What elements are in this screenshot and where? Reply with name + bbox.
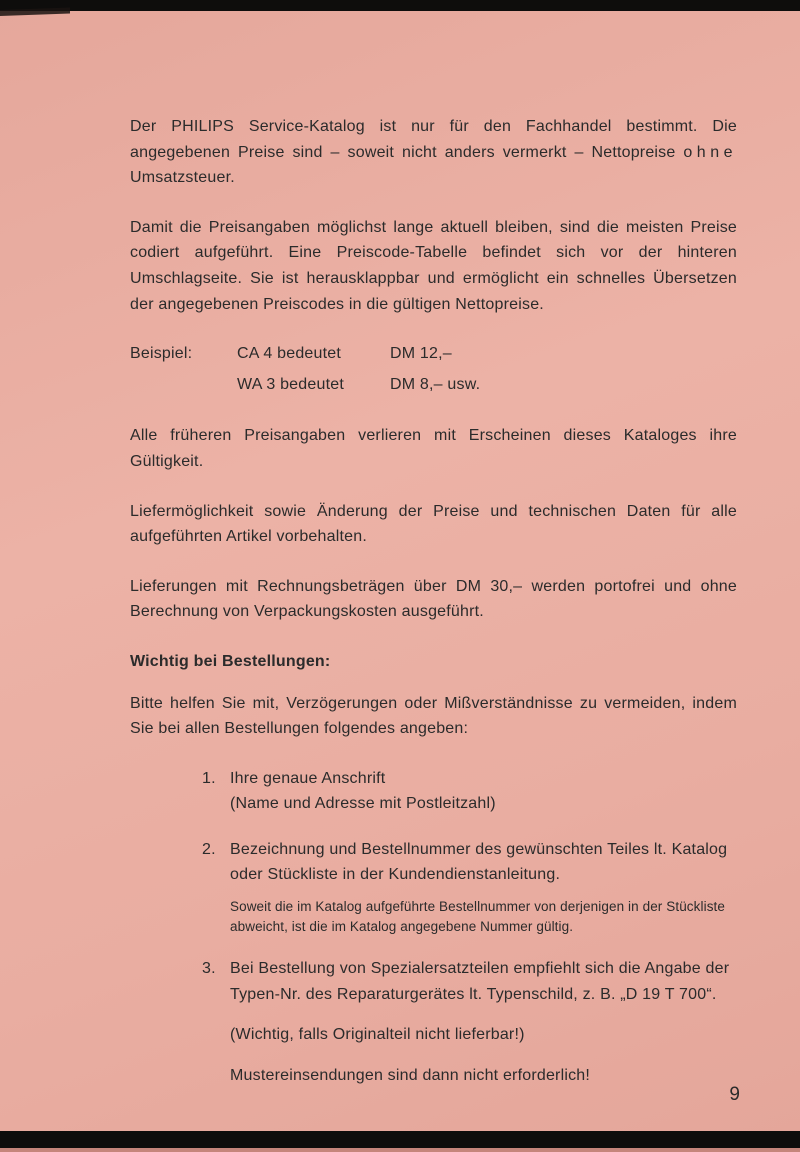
list-item-2-line-1: Bezeichnung und Bestellnummer des gewünschten Teiles lt. Katalog oder Stückliste in der Kundendienstanleitung. [230, 840, 728, 884]
intro-emphasized-word: ohne [683, 143, 737, 161]
scan-corner-smudge [0, 8, 70, 16]
list-item-2-note: Soweit die im Katalog aufgeführte Bestellnummer von derjenigen in der Stückliste abweicht, ist die im Katalog angegebene Nummer gültig. [230, 899, 726, 934]
validity-paragraph: Alle früheren Preisangaben verlieren mit Erscheinen dieses Kataloges ihre Gültigkeit. [130, 427, 737, 470]
list-item-2 [130, 837, 737, 936]
list-item-3-line-1: Bei Bestellung von Spezialersatzteilen empfiehlt sich die Angabe der Typen-Nr. des Reparaturgerätes lt. Typenschild, z. B. „D 19 T 700“. [230, 960, 730, 1003]
intro-paragraph [130, 114, 737, 191]
intro-text-1: Der PHILIPS Service-Katalog ist nur für den Fachhandel bestimmt. Die angegebenen Preise sind – soweit nicht anders vermerkt – Nettopreise [130, 118, 737, 161]
example-price-2: DM 8,– usw. [390, 375, 481, 393]
scan-edge-bottom [0, 1131, 800, 1148]
scan-edge-top [0, 0, 800, 11]
example-label-spacer [130, 372, 237, 398]
list-item-2-body [230, 837, 737, 936]
example-price-1: DM 12,– [390, 345, 452, 363]
list-item-3 [130, 956, 737, 1088]
list-item-1-line-1: Ihre genaue Anschrift [230, 769, 386, 787]
page-content [130, 114, 737, 1109]
scan-edge-bottom-strip [0, 1148, 800, 1152]
shipping-paragraph: Lieferungen mit Rechnungsbeträgen über DM 30,– werden portofrei und ohne Berechnung von Verpackungskosten ausgeführt. [130, 577, 737, 621]
availability-paragraph: Liefermöglichkeit sowie Änderung der Preise und technischen Daten für alle aufgeführten Artikel vorbehalten. [130, 502, 737, 546]
orders-heading: Wichtig bei Bestellungen: [130, 652, 331, 670]
list-item-3-number: 3. [202, 960, 216, 978]
price-example-block [130, 341, 737, 397]
list-item-3-body [230, 956, 737, 1088]
list-item-1 [130, 766, 737, 817]
list-item-2-number: 2. [202, 840, 216, 858]
list-item-1-body [230, 766, 737, 817]
page-number: 9 [729, 1084, 740, 1105]
list-item-3-extra-2: Mustereinsendungen sind dann nicht erforderlich! [230, 1066, 591, 1084]
list-item-1-number: 1. [202, 769, 216, 787]
example-code-2: WA 3 bedeutet [237, 375, 344, 393]
example-code-1: CA 4 bedeutet [237, 345, 342, 363]
list-item-1-line-2: (Name und Adresse mit Postleitzahl) [230, 795, 496, 813]
orders-intro-paragraph: Bitte helfen Sie mit, Verzögerungen oder Mißverständnisse zu vermeiden, indem Sie bei allen Bestellungen folgendes angeben: [130, 694, 737, 738]
intro-text-2: Umsatzsteuer. [130, 169, 235, 187]
example-label: Beispiel: [130, 345, 193, 363]
list-item-3-extra-1: (Wichtig, falls Originalteil nicht lieferbar!) [230, 1026, 525, 1044]
pricing-paragraph: Damit die Preisangaben möglichst lange aktuell bleiben, sind die meisten Preise codiert aufgeführt. Eine Preiscode-Tabelle befindet sich vor der hinteren Umschlagseite. Sie ist herausklappbar und ermöglicht ein schnelles Übersetzen der angegebenen Preiscodes in die gültigen Nettopreise. [130, 218, 737, 313]
